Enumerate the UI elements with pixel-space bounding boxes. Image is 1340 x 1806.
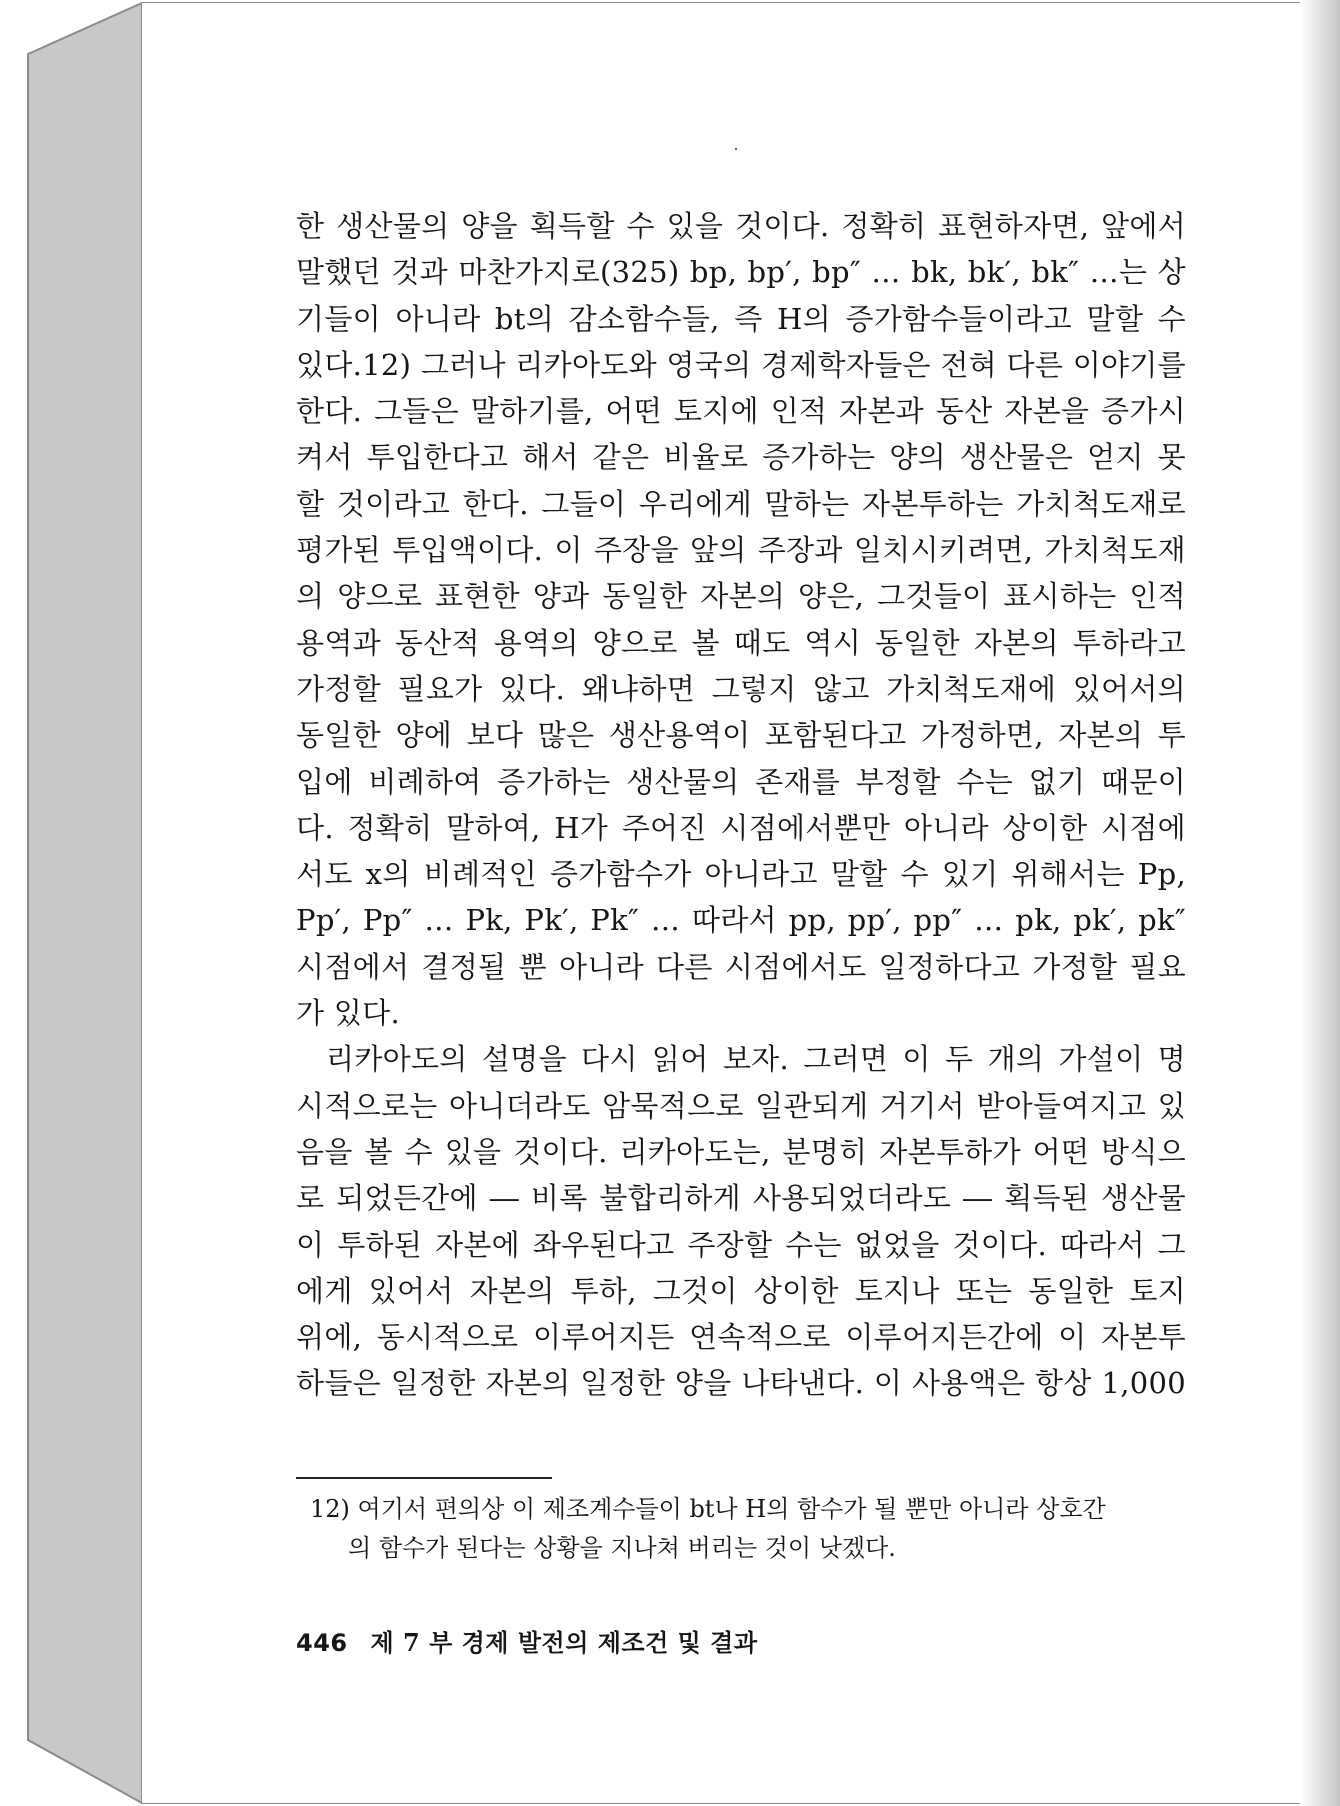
text-line: 음을 볼 수 있을 것이다. 리카아도는, 분명히 자본투하가 어떤 방식으 bbox=[296, 1134, 1186, 1169]
text-line: 가 있다. bbox=[296, 996, 400, 1031]
footnote-line: 12) 여기서 편의상 이 제조계수들이 bt나 H의 함수가 될 뿐만 아니라 상호간 bbox=[310, 1495, 1106, 1523]
text-line: 한다. 그들은 말하기를, 어떤 토지에 인적 자본과 동산 자본을 증가시 bbox=[296, 394, 1186, 429]
text-line: 시점에서 결정될 뿐 아니라 다른 시점에서도 일정하다고 가정할 필요 bbox=[296, 949, 1186, 984]
page-number: 446 bbox=[296, 1629, 348, 1657]
text-line: 다. 정확히 말하여, H가 주어진 시점에서뿐만 아니라 상이한 시점에 bbox=[296, 810, 1186, 845]
text-line: 한 생산물의 양을 획득할 수 있을 것이다. 정확히 표현하자면, 앞에서 bbox=[296, 209, 1186, 243]
text-line: 할 것이라고 한다. 그들이 우리에게 말하는 자본투하는 가치척도재로 bbox=[296, 486, 1186, 521]
text-line: 서도 x의 비례적인 증가함수가 아니라고 말할 수 있기 위해서는 Pp, bbox=[296, 857, 1186, 892]
text-line: 말했던 것과 마찬가지로(325) bp, bp′, bp″ … bk, bk′, bk″ …는 상 bbox=[296, 255, 1186, 290]
page-speck bbox=[735, 148, 737, 150]
running-head: 제 7 부 경제 발전의 제조건 및 결과 bbox=[370, 1628, 758, 1657]
footnote-line: 의 함수가 된다는 상황을 지나쳐 버리는 것이 낫겠다. bbox=[348, 1534, 896, 1562]
text-line: 평가된 투입액이다. 이 주장을 앞의 주장과 일치시키려면, 가치척도재 bbox=[296, 533, 1186, 568]
text-line: 에게 있어서 자본의 투하, 그것이 상이한 토지나 또는 동일한 토지 bbox=[296, 1273, 1186, 1308]
text-line: 위에, 동시적으로 이루어지든 연속적으로 이루어지든간에 이 자본투 bbox=[296, 1320, 1186, 1355]
text-line: 시적으로는 아니더라도 암묵적으로 일관되게 거기서 받아들여지고 있 bbox=[296, 1088, 1186, 1123]
text-line: 의 양으로 표현한 양과 동일한 자본의 양은, 그것들이 표시하는 인적 bbox=[296, 579, 1186, 614]
text-line: 하들은 일정한 자본의 일정한 양을 나타낸다. 이 사용액은 항상 1,000 bbox=[296, 1366, 1186, 1401]
text-line: 로 되었든간에 ― 비록 불합리하게 사용되었더라도 ― 획득된 생산물 bbox=[296, 1181, 1186, 1216]
text-line: 기들이 아니라 bt의 감소함수들, 즉 H의 증가함수들이라고 말할 수 bbox=[296, 301, 1186, 336]
page-footer bbox=[296, 1623, 758, 1658]
text-line: 가정할 필요가 있다. 왜냐하면 그렇지 않고 가치척도재에 있어서의 bbox=[296, 671, 1186, 706]
text-line: 용역과 동산적 용역의 양으로 볼 때도 역시 동일한 자본의 투하라고 bbox=[296, 625, 1186, 660]
text-line: 리카아도의 설명을 다시 읽어 보자. 그러면 이 두 개의 가설이 명 bbox=[326, 1042, 1186, 1077]
footnote bbox=[310, 1490, 1186, 1568]
body-text bbox=[296, 203, 1186, 1407]
text-line: Pp′, Pp″ … Pk, Pk′, Pk″ … 따라서 pp, pp′, pp″ … pk, pk′, pk″ bbox=[296, 903, 1186, 938]
page-edge-shadow bbox=[1300, 0, 1340, 1806]
footnote-rule bbox=[296, 1477, 552, 1479]
text-line: 있다.12) 그러나 리카아도와 영국의 경제학자들은 전혀 다른 이야기를 bbox=[296, 347, 1186, 382]
text-line: 동일한 양에 보다 많은 생산용역이 포함된다고 가정하면, 자본의 투 bbox=[296, 718, 1186, 753]
text-line: 이 투하된 자본에 좌우된다고 주장할 수는 없었을 것이다. 따라서 그 bbox=[296, 1227, 1186, 1262]
text-line: 입에 비례하여 증가하는 생산물의 존재를 부정할 수는 없기 때문이 bbox=[296, 764, 1186, 799]
text-line: 켜서 투입한다고 해서 같은 비율로 증가하는 양의 생산물은 얻지 못 bbox=[296, 440, 1186, 475]
